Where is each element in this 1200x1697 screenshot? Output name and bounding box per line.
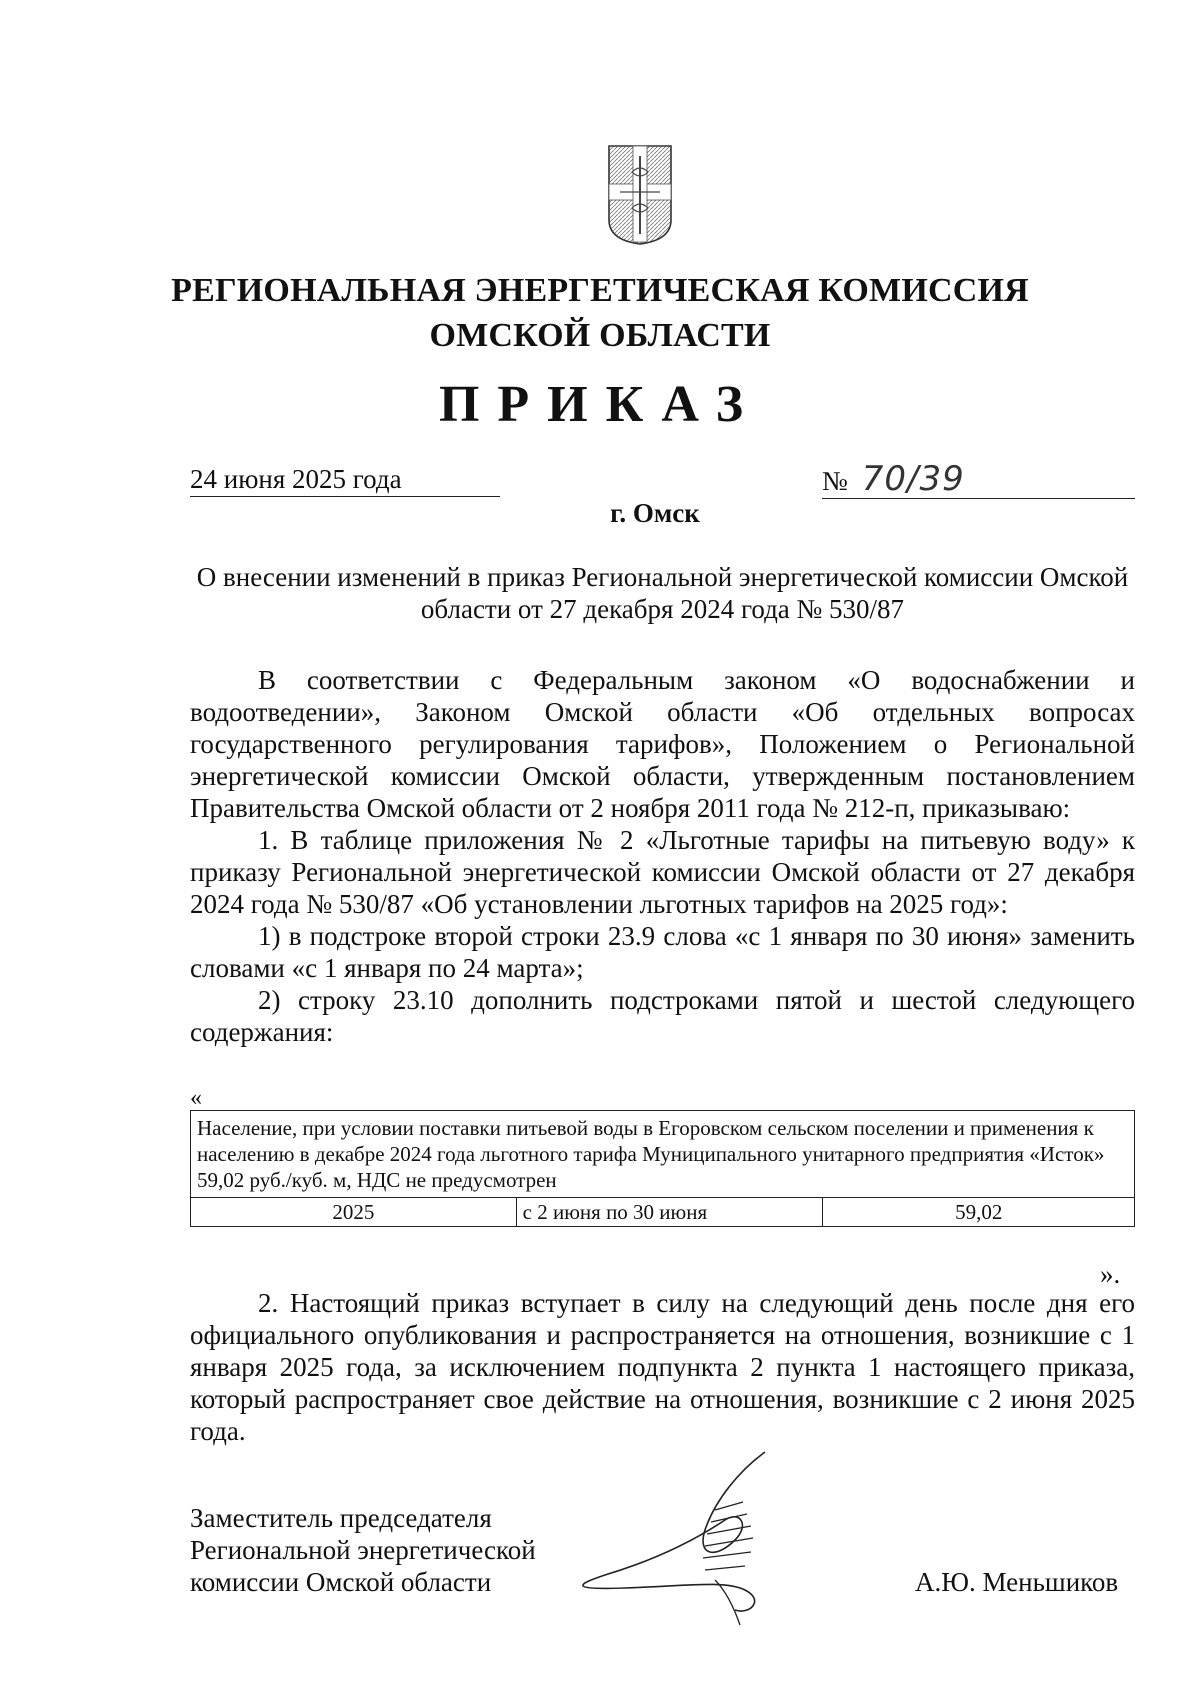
signatory-name: А.Ю. Меньшиков: [915, 1567, 1119, 1597]
table-row: [191, 1198, 1135, 1227]
table-row: [191, 1111, 1135, 1198]
preamble-paragraph: В соответствии с Федеральным законом «О водоснабжении и водоотведении», Законом Омской области «Об отдельных вопросах государственного регулирования тарифов», Положением о Региональной энергетической комиссии Омской области, утвержденным постановлением Правительства Омской области от 2 ноября 2011 года № 212-п, приказываю:: [190, 665, 1135, 823]
coat-of-arms-icon: [606, 142, 674, 246]
document-subject: О внесении изменений в приказ Региональной энергетической комиссии Омской области от 27 декабря 2024 года № 530/87: [196, 562, 1129, 624]
quote-open: «: [190, 1085, 202, 1111]
table-period-cell: с 2 июня по 30 июня: [516, 1198, 823, 1227]
quote-close: ».: [1100, 1259, 1121, 1289]
signatory-title-line: комиссии Омской области: [190, 1567, 492, 1597]
tariff-insert-table: [190, 1110, 1135, 1227]
clause-1-paragraph: 1. В таблице приложения № 2 «Льготные тарифы на питьевую воду» к приказу Региональной энергетической комиссии Омской области от 27 декабря 2024 года № 530/87 «Об установлении льготных тарифов на 2025 год»:: [190, 825, 1135, 919]
document-type: ПРИКАЗ: [438, 376, 762, 433]
number-label: №: [822, 466, 848, 496]
signatory-title: [190, 1502, 536, 1598]
table-year-cell: 2025: [191, 1198, 517, 1227]
signatory-title-line: Заместитель председателя: [190, 1503, 492, 1533]
clause-2-paragraph: 2. Настоящий приказ вступает в силу на следующий день после дня его официального опубликования и распространяется на отношения, возникшие с 1 января 2025 года, за исключением подпункта 2 пункта 1 настоящего приказа, который распространяет свое действие на отношения, возникшие с 2 июня 2025 года.: [190, 1288, 1135, 1446]
table-description-cell: Население, при условии поставки питьевой воды в Егоровском сельском поселении и применения к населению в декабре 2024 года льготного тарифа Муниципального унитарного предприятия «Исток» 59,02 руб./куб. м, НДС не предусмотрен: [191, 1111, 1135, 1198]
document-number-field: [822, 459, 1135, 499]
table-value-cell: 59,02: [823, 1198, 1135, 1227]
signatory-title-line: Региональной энергетической: [190, 1535, 536, 1565]
org-name-line1: РЕГИОНАЛЬНАЯ ЭНЕРГЕТИЧЕСКАЯ КОМИССИЯ: [171, 272, 1029, 309]
body-section-2: [190, 1287, 1135, 1447]
body-section-1: [190, 664, 1135, 1048]
subclause-1-paragraph: 1) в подстроке второй строки 23.9 слова «с 1 января по 30 июня» заменить словами «с 1 января по 24 марта»;: [190, 921, 1135, 983]
org-name-line2: ОМСКОЙ ОБЛАСТИ: [429, 317, 771, 354]
document-number: 70/39: [861, 459, 965, 499]
city: г. Омск: [610, 498, 700, 528]
handwritten-signature: [565, 1440, 825, 1630]
document-date: 24 июня 2025 года: [190, 462, 500, 497]
subclause-2-paragraph: 2) строку 23.10 дополнить подстроками пятой и шестой следующего содержания:: [190, 985, 1135, 1047]
